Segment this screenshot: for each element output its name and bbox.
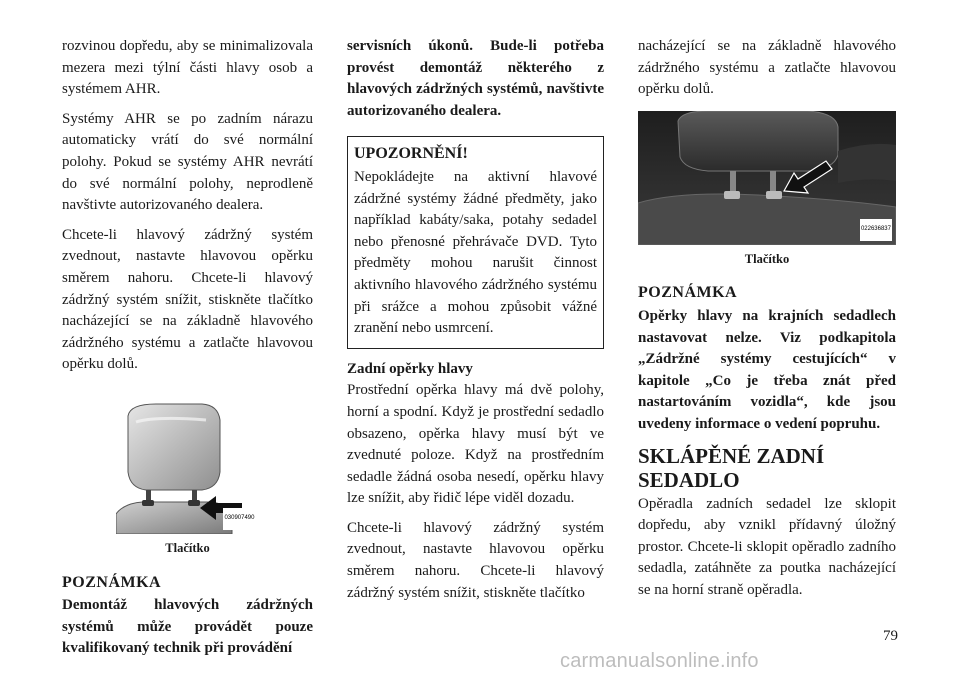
paragraph: Systémy AHR se po zadním nárazu automaticky vrátí do své normální polohy. Pokud se systémy AHR nevrátí do své normální polohy, neprodleně navštivte autorizovaného dealera. (62, 110, 313, 214)
figure-caption: Tlačítko (744, 251, 790, 266)
paragraph: Chcete-li hlavový zádržný systém zvednout, nastavte hlavovou opěrku směrem nahoru. Chcete-li hlavový zádržný systém snížit, stiskněte tlačítko nacházející se na základně hlavového zádržného systému a zatlačte hlavovou opěrku dolů. (62, 226, 313, 373)
warning-box (347, 136, 604, 348)
front-headrest-figure (116, 402, 260, 534)
note-text: Demontáž hlavových zádržných systémů může provádět pouze kvalifikovaný technik při provádění (62, 597, 313, 657)
note-text-continued: servisních úkonů. Bude-li potřeba provést demontáž některého z hlavových zádržných systémů, navštivte autorizovaného dealera. (347, 38, 604, 119)
column-right (638, 36, 896, 610)
figure-code: 022636837 (860, 219, 892, 241)
warning-text: Nepokládejte na aktivní hlavové zádržné systémy žádné předměty, jako například kabáty/saka, potahy sedadel nebo přenosné přehrávače DVD. Tyto předměty mohou narušit činnost aktivního hlavového zádržného systému při srážce a mohou způsobit vážné zranění nebo usmrcení. (354, 168, 597, 337)
note-heading: POZNÁMKA (638, 284, 738, 302)
warning-title: UPOZORNĚNÍ! (354, 145, 468, 163)
paragraph: Opěradla zadních sedadel lze sklopit dopředu, aby vznikl přídavný úložný prostor. Chcete-li sklopit opěradlo zadního sedadla, zatáhněte za poutka nacházející se na horní straně opěradla. (638, 495, 896, 598)
figure-code: 030907490 (223, 508, 255, 530)
paragraph: Prostřední opěrka hlavy má dvě polohy, horní a spodní. Když je prostřední sedadlo obsazeno, opěrka hlavy musí být ve zvednuté poloze. Když na prostředním sedadle žádná osoba nesedí, opěrku hlavy lze snížit, aby řidič lépe viděl dozadu. (347, 382, 604, 507)
rear-headrest-figure (638, 111, 896, 245)
paragraph: rozvinou dopředu, aby se minimalizovala mezera mezi týlní části hlavy osob a systémem AHR. (62, 38, 313, 98)
note-heading: POZNÁMKA (62, 573, 162, 591)
subheading: Zadní opěrky hlavy (347, 360, 473, 377)
paragraph: Chcete-li hlavový zádržný systém zvednout, nastavte hlavovou opěrku směrem nahoru. Chcete-li hlavový zádržný systém snížit, stiskněte tlačítko (347, 519, 604, 601)
column-left (62, 36, 313, 668)
rear-headrest-illustration (638, 111, 896, 245)
note-text: Opěrky hlavy na krajních sedadlech nastavovat nelze. Viz podkapitola „Zádržné systémy cestujících“ v kapitole „Co je třeba znát před nastartováním vozidla“, kde jsou uvedeny informace o vedení popruhu. (638, 307, 896, 432)
figure-caption: Tlačítko (165, 540, 210, 555)
paragraph: nacházející se na základně hlavového zádržného systému a zatlačte hlavovou opěrku dolů. (638, 38, 896, 98)
page-number: 79 (883, 628, 898, 644)
watermark: carmanualsonline.info (560, 650, 759, 672)
section-heading: SKLÁPĚNÉ ZADNÍ SEDADLO (638, 443, 825, 492)
column-middle (347, 36, 604, 612)
